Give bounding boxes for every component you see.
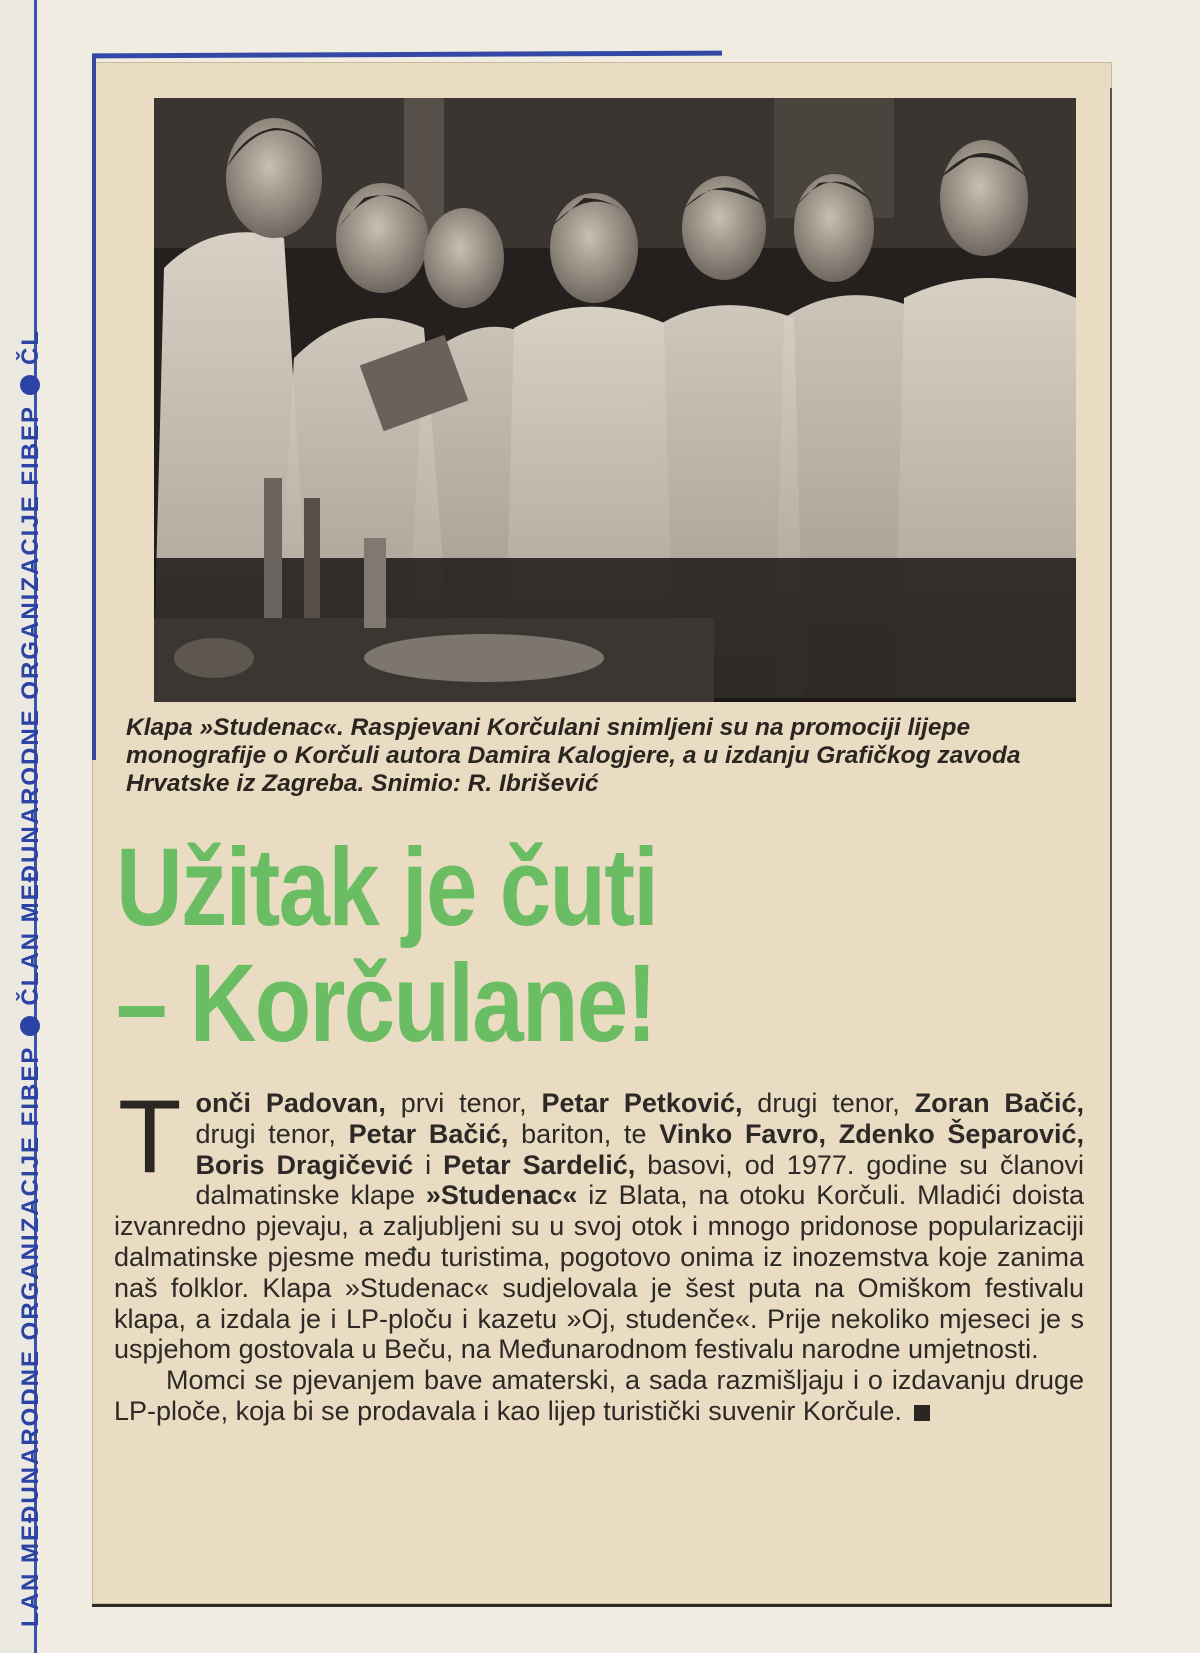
article-bold-name: onči Padovan,: [195, 1088, 386, 1118]
article-bold-name: Zoran Bačić,: [914, 1088, 1084, 1118]
headline-line-1: Užitak je čuti: [116, 826, 658, 949]
fibep-sidebar: [0, 0, 44, 1653]
article-text-run: drugi tenor,: [195, 1118, 349, 1149]
article-paragraph-1: [114, 1079, 1085, 1365]
article-text-run: basovi, od 1977. godine su članovi dalmatinske klape: [195, 1149, 1084, 1211]
clipping-right-edge: [1110, 88, 1112, 1604]
fibep-label-text-b: ČLAN MEĐUNARODNE ORGANIZACIJE FIBEP: [17, 404, 44, 1006]
dot-icon: [20, 375, 40, 395]
fibep-label-text-c: ČL: [17, 328, 44, 365]
marker-line-top: [92, 51, 722, 59]
group-photo-image: [154, 98, 1076, 702]
fibep-label: [17, 329, 45, 1627]
article-text-run: iz Blata, na otoku Korčuli. Mladići doista izvanredno pjevaju, a zaljubljeni su u svoj otok i mnogo pridonose popularizaciji dalmatinske pjesme među turistima, pogotovo onima iz inozemstva koje zanima naš folklor. Klapa »Studenac« sudjelovala je šest puta na Omiškom festivalu klapa, a izdala je i LP-ploču i kazetu »Oj, studenče«. Prije nekoliko mjeseci je s uspjehom gostovala u Beču, na Međunarodnom festivalu narodne umjetnosti.: [114, 1180, 1085, 1365]
headline: [116, 826, 1096, 1065]
article-bold-name: »Studenac«: [425, 1180, 578, 1211]
article-bold-name: Petar Sardelić,: [443, 1149, 636, 1180]
article-paragraph-2-text: Momci se pjevanjem bave amaterski, a sada razmišljaju i o izdavanju druge LP-ploče, koja bi se prodavala i kao lijep turistički suvenir Korčule.: [114, 1365, 1084, 1426]
marker-line-left: [92, 55, 96, 760]
article-bold-name: Petar Petković,: [541, 1088, 743, 1118]
group-photo: [154, 98, 1076, 702]
end-mark-icon: [914, 1405, 930, 1421]
headline-line-2: – Korčulane!: [116, 942, 656, 1065]
article-text-run: prvi tenor,: [385, 1088, 542, 1118]
article-bold-name: Vinko Favro, Zdenko Šeparović, Boris Dragičević: [195, 1118, 1084, 1180]
fibep-label-text-a: LAN MEĐUNARODNE ORGANIZACIJE FIBEP: [17, 1045, 44, 1627]
article-text-run: drugi tenor,: [742, 1088, 915, 1118]
article-paragraph-1-text: [114, 1079, 1085, 1365]
dot-icon: [20, 1016, 40, 1036]
article-text-run: i: [413, 1149, 444, 1180]
drop-cap: T: [118, 1079, 182, 1195]
article-text-run: bariton, te: [508, 1118, 660, 1149]
clipping-bottom-edge: [92, 1604, 1112, 1607]
article-bold-name: Petar Bačić,: [348, 1118, 509, 1149]
article-body: [114, 1079, 1085, 1427]
article-paragraph-2: [114, 1365, 1084, 1427]
photo-caption: Klapa »Studenac«. Raspjevani Korčulani snimljeni su na promociji lijepe monografije o Korčuli autora Damira Kalogjere, a u izdanju Grafičkog zavoda Hrvatske iz Zagreba. Snimio: R. Ibrišević: [126, 714, 1021, 797]
